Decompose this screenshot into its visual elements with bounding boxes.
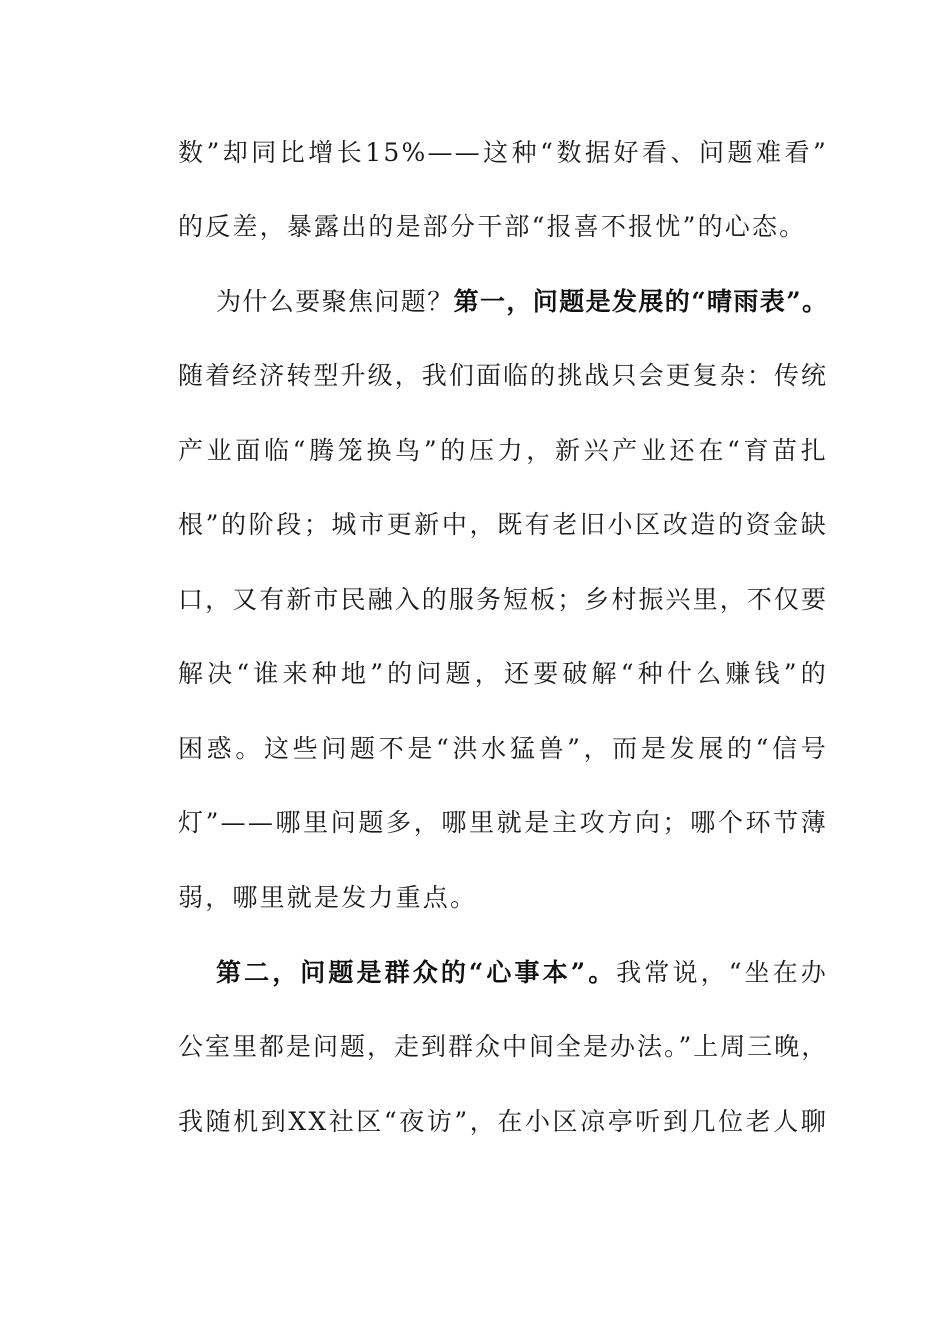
text-segment: 口，又有新市民融入的服务短板；乡村振兴里，不仅要 — [178, 585, 828, 614]
text-line — [178, 133, 828, 173]
text-segment: 的反差，暴露出的是部分干部“报喜不报忧”的心态。 — [178, 212, 807, 241]
text-segment: 随着经济转型升级，我们面临的挑战只会更复杂：传统 — [178, 361, 828, 390]
text-line — [178, 356, 828, 396]
text-segment: 数”却同比增长15%——这种“数据好看、问题难看” — [178, 138, 828, 167]
text-line — [178, 505, 828, 545]
text-segment: 公室里都是问题，走到群众中间全是办法。”上周三晚， — [178, 1032, 829, 1061]
text-segment: 产业面临“腾笼换鸟”的压力，新兴产业还在“育苗扎 — [178, 436, 828, 465]
text-line — [178, 878, 828, 918]
text-segment: 困惑。这些问题不是“洪水猛兽”，而是发展的“信号 — [178, 734, 828, 763]
bold-heading: 第二，问题是群众的“心事本”。 — [216, 958, 617, 987]
text-segment: 解决“谁来种地”的问题，还要破解“种什么赚钱”的 — [178, 659, 828, 688]
paragraph-first-line — [216, 282, 828, 322]
paragraph-first-line — [216, 953, 828, 993]
text-line — [178, 1102, 828, 1142]
text-segment: 弱，哪里就是发力重点。 — [178, 883, 478, 912]
text-line — [178, 803, 828, 843]
text-line — [178, 1027, 828, 1067]
text-line — [178, 580, 828, 620]
text-segment: 我随机到XX社区“夜访”，在小区凉亭听到几位老人聊 — [178, 1107, 828, 1136]
text-segment: 根”的阶段；城市更新中，既有老旧小区改造的资金缺 — [178, 510, 828, 539]
text-segment: 灯”——哪里问题多，哪里就是主攻方向；哪个环节薄 — [178, 808, 828, 837]
text-segment: 为什么要聚焦问题？ — [216, 287, 454, 316]
text-segment: 我常说，“坐在办 — [616, 958, 828, 987]
text-line — [178, 207, 828, 247]
bold-heading: 第一，问题是发展的“晴雨表”。 — [453, 287, 829, 316]
text-line — [178, 431, 828, 471]
text-line — [178, 654, 828, 694]
text-line — [178, 729, 828, 769]
